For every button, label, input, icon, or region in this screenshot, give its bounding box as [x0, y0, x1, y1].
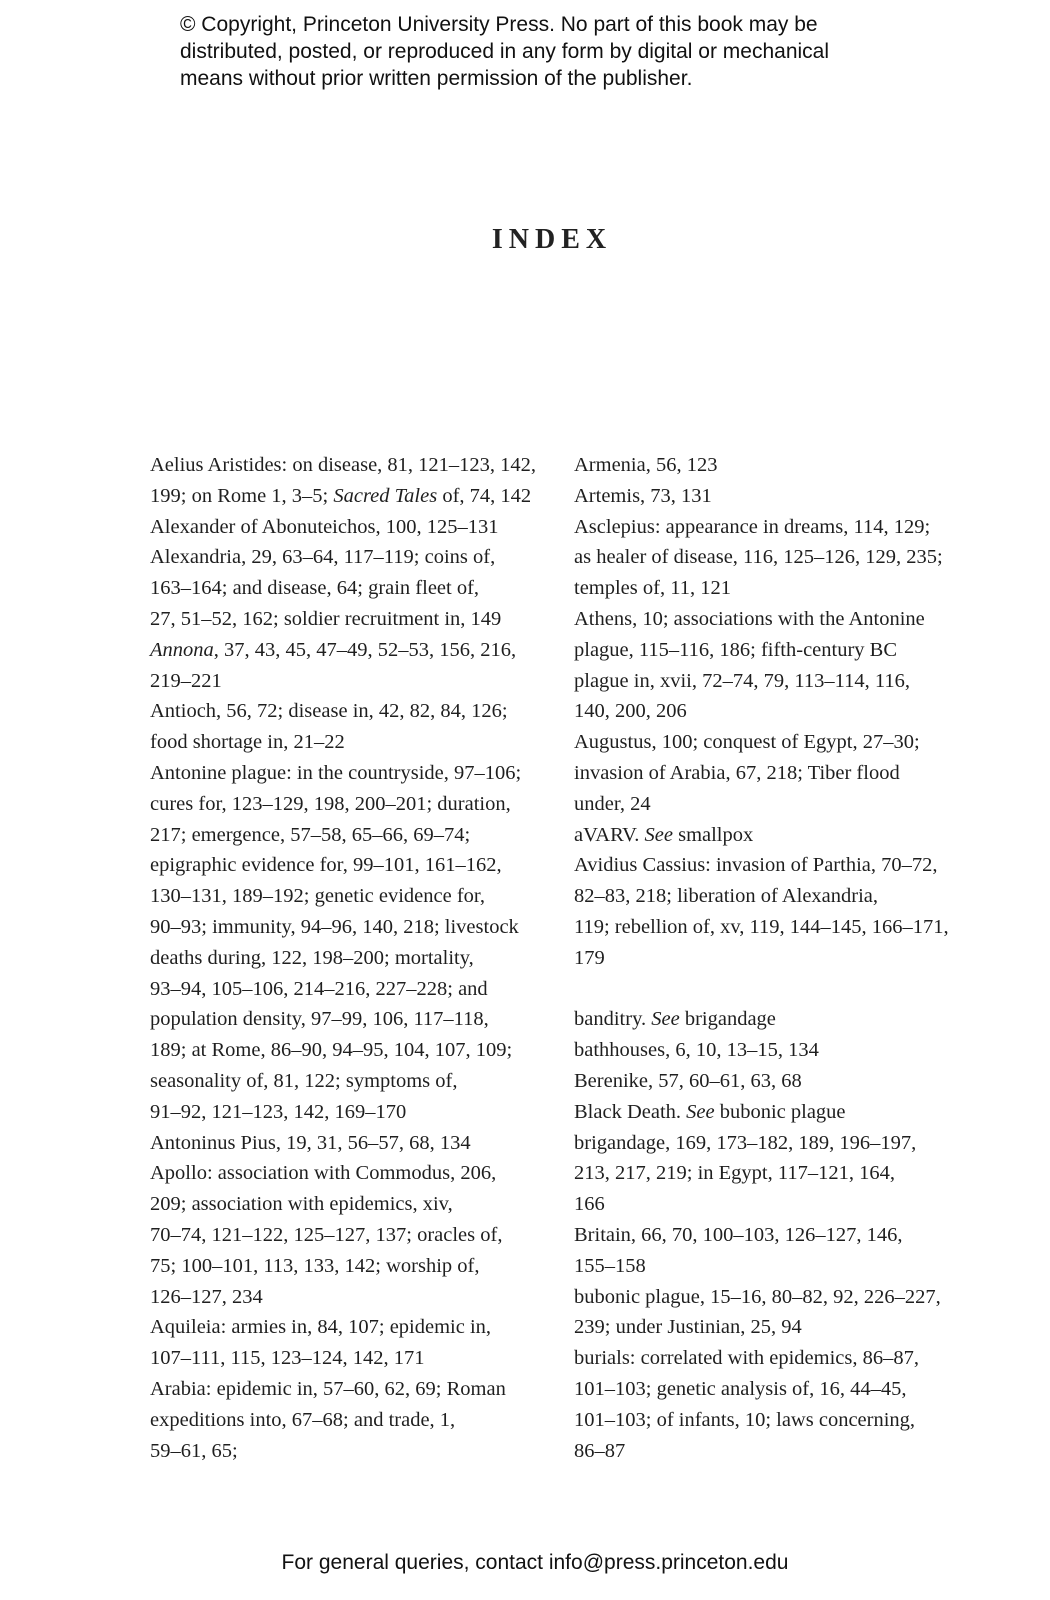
letter-section-gap [574, 974, 976, 1005]
footer-contact: For general queries, contact info@press.princeton.edu [281, 1551, 789, 1574]
entry-line: 90–93; immunity, 94–96, 140, 218; livestock [150, 915, 519, 938]
entry-line: 213, 217, 219; in Egypt, 117–121, 164, [574, 1162, 895, 1185]
entry-line: Asclepius: appearance in dreams, 114, 129; [574, 515, 931, 538]
index-entry [574, 1097, 976, 1128]
entry-text: banditry. [574, 1008, 652, 1031]
index-entry [574, 1128, 976, 1220]
entry-line: plague, 115–116, 186; fifth-century BC [574, 638, 898, 661]
entry-line: Alexandria, 29, 63–64, 117–119; coins of, [150, 546, 496, 569]
index-entry [150, 1374, 540, 1466]
entry-line: 155–158 [574, 1254, 646, 1277]
page-title: INDEX [491, 224, 613, 255]
index-entry [150, 450, 540, 512]
entry-line: 59–61, 65; [150, 1439, 238, 1462]
entry-line: food shortage in, 21–22 [150, 731, 345, 754]
copyright-line: © Copyright, Princeton University Press. No part of this book may be [180, 13, 818, 36]
entry-line: Antioch, 56, 72; disease in, 42, 82, 84, 126; [150, 700, 508, 723]
entry-line: epigraphic evidence for, 99–101, 161–162, [150, 854, 502, 877]
entry-line: plague in, xvii, 72–74, 79, 113–114, 116, [574, 669, 910, 692]
entry-line: Athens, 10; associations with the Antonine [574, 607, 925, 630]
index-entry [574, 850, 976, 973]
index-entry [574, 1004, 976, 1035]
entry-line: 27, 51–52, 162; soldier recruitment in, 149 [150, 607, 502, 630]
entry-line [150, 481, 540, 512]
index-entry [150, 1158, 540, 1312]
entry-line: Aquileia: armies in, 84, 107; epidemic in, [150, 1316, 492, 1339]
index-entry [150, 1128, 540, 1159]
index-entry [150, 635, 540, 697]
entry-text: bubonic plague [714, 1100, 846, 1123]
index-entry [574, 727, 976, 819]
index-entry [150, 696, 540, 758]
index-entry [574, 481, 976, 512]
entry-line: bathhouses, 6, 10, 13–15, 134 [574, 1039, 819, 1062]
entry-line: 75; 100–101, 113, 133, 142; worship of, [150, 1254, 480, 1277]
entry-line: Avidius Cassius: invasion of Parthia, 70–72, [574, 854, 938, 877]
entry-line: 217; emergence, 57–58, 65–66, 69–74; [150, 823, 471, 846]
entry-line: invasion of Arabia, 67, 218; Tiber flood [574, 761, 900, 784]
entry-line: 126–127, 234 [150, 1285, 263, 1308]
entry-line: 93–94, 105–106, 214–216, 227–228; and [150, 977, 488, 1000]
entry-line: 107–111, 115, 123–124, 142, 171 [150, 1347, 425, 1370]
entry-line [574, 1004, 976, 1035]
entry-line: Aelius Aristides: on disease, 81, 121–123, 142, [150, 454, 537, 476]
index-column-right [574, 450, 976, 1466]
entry-line: 239; under Justinian, 25, 94 [574, 1316, 802, 1339]
entry-line: brigandage, 169, 173–182, 189, 196–197, [574, 1131, 917, 1154]
index-entry [150, 758, 540, 1128]
entry-line: 101–103; of infants, 10; laws concerning, [574, 1408, 916, 1431]
entry-line [574, 820, 976, 851]
entry-line: 209; association with epidemics, xiv, [150, 1193, 453, 1216]
entry-line: 86–87 [574, 1439, 626, 1462]
entry-italic: See [651, 1008, 680, 1031]
index-entry [574, 604, 976, 727]
index-entry [574, 1343, 976, 1466]
entry-italic: See [686, 1100, 715, 1123]
entry-line: 166 [574, 1193, 605, 1216]
entry-line: Antoninus Pius, 19, 31, 56–57, 68, 134 [150, 1131, 471, 1154]
entry-text: smallpox [672, 823, 754, 846]
entry-line [574, 1097, 976, 1128]
entry-italic: Annona [150, 638, 214, 661]
index-entry [150, 542, 540, 634]
entry-italic: See [644, 823, 673, 846]
entry-line: Augustus, 100; conquest of Egypt, 27–30; [574, 731, 920, 754]
entry-line: 163–164; and disease, 64; grain fleet of, [150, 577, 480, 600]
index-entry [574, 1220, 976, 1282]
entry-line: expeditions into, 67–68; and trade, 1, [150, 1408, 456, 1431]
entry-text: brigandage [679, 1008, 776, 1031]
entry-line: temples of, 11, 121 [574, 577, 731, 600]
entry-line: Berenike, 57, 60–61, 63, 68 [574, 1069, 802, 1092]
entry-line: 130–131, 189–192; genetic evidence for, [150, 885, 486, 908]
entry-line: 82–83, 218; liberation of Alexandria, [574, 885, 879, 908]
entry-line: deaths during, 122, 198–200; mortality, [150, 946, 474, 969]
entry-line: 179 [574, 946, 605, 969]
entry-line: bubonic plague, 15–16, 80–82, 92, 226–227, [574, 1285, 941, 1308]
index-entry [150, 512, 540, 543]
copyright-line: distributed, posted, or reproduced in any form by digital or mechanical [180, 40, 830, 63]
entry-line: burials: correlated with epidemics, 86–87, [574, 1347, 919, 1370]
index-entry [574, 1282, 976, 1344]
entry-line: Britain, 66, 70, 100–103, 126–127, 146, [574, 1223, 903, 1246]
entry-line: cures for, 123–129, 198, 200–201; duration, [150, 792, 511, 815]
copyright-line: means without prior written permission of the publisher. [180, 67, 693, 90]
entry-text: 199; on Rome 1, 3–5; [150, 484, 334, 507]
index-column-left [150, 450, 540, 1466]
entry-line: as healer of disease, 116, 125–126, 129, 235; [574, 546, 943, 569]
entry-line: 219–221 [150, 669, 222, 692]
index-entry [574, 450, 976, 481]
entry-line [150, 635, 540, 666]
entry-line: Arabia: epidemic in, 57–60, 62, 69; Roman [150, 1377, 506, 1400]
entry-line: Artemis, 73, 131 [574, 484, 712, 507]
entry-italic: Sacred Tales [333, 484, 438, 507]
entry-line: 140, 200, 206 [574, 700, 687, 723]
entry-text: , 37, 43, 45, 47–49, 52–53, 156, 216, [213, 638, 517, 661]
index-entry [574, 1035, 976, 1066]
entry-text: aVARV. [574, 823, 645, 846]
entry-text: of, 74, 142 [437, 484, 532, 507]
entry-line: 101–103; genetic analysis of, 16, 44–45, [574, 1377, 907, 1400]
entry-line: Alexander of Abonuteichos, 100, 125–131 [150, 515, 499, 538]
entry-line: 91–92, 121–123, 142, 169–170 [150, 1100, 407, 1123]
entry-line: 119; rebellion of, xv, 119, 144–145, 166–171, [574, 915, 949, 938]
entry-text: Black Death. [574, 1100, 687, 1123]
copyright-notice [180, 11, 900, 92]
entry-line: 70–74, 121–122, 125–127, 137; oracles of, [150, 1223, 503, 1246]
entry-line: Armenia, 56, 123 [574, 454, 718, 476]
index-entry [574, 512, 976, 604]
entry-line: under, 24 [574, 792, 651, 815]
entry-line: Antonine plague: in the countryside, 97–106; [150, 761, 522, 784]
entry-line: 189; at Rome, 86–90, 94–95, 104, 107, 109; [150, 1039, 513, 1062]
entry-line: seasonality of, 81, 122; symptoms of, [150, 1069, 458, 1092]
entry-line: population density, 97–99, 106, 117–118, [150, 1008, 489, 1031]
index-entry [150, 1312, 540, 1374]
index-entry [574, 820, 976, 851]
entry-line: Apollo: association with Commodus, 206, [150, 1162, 497, 1185]
index-entry [574, 1066, 976, 1097]
